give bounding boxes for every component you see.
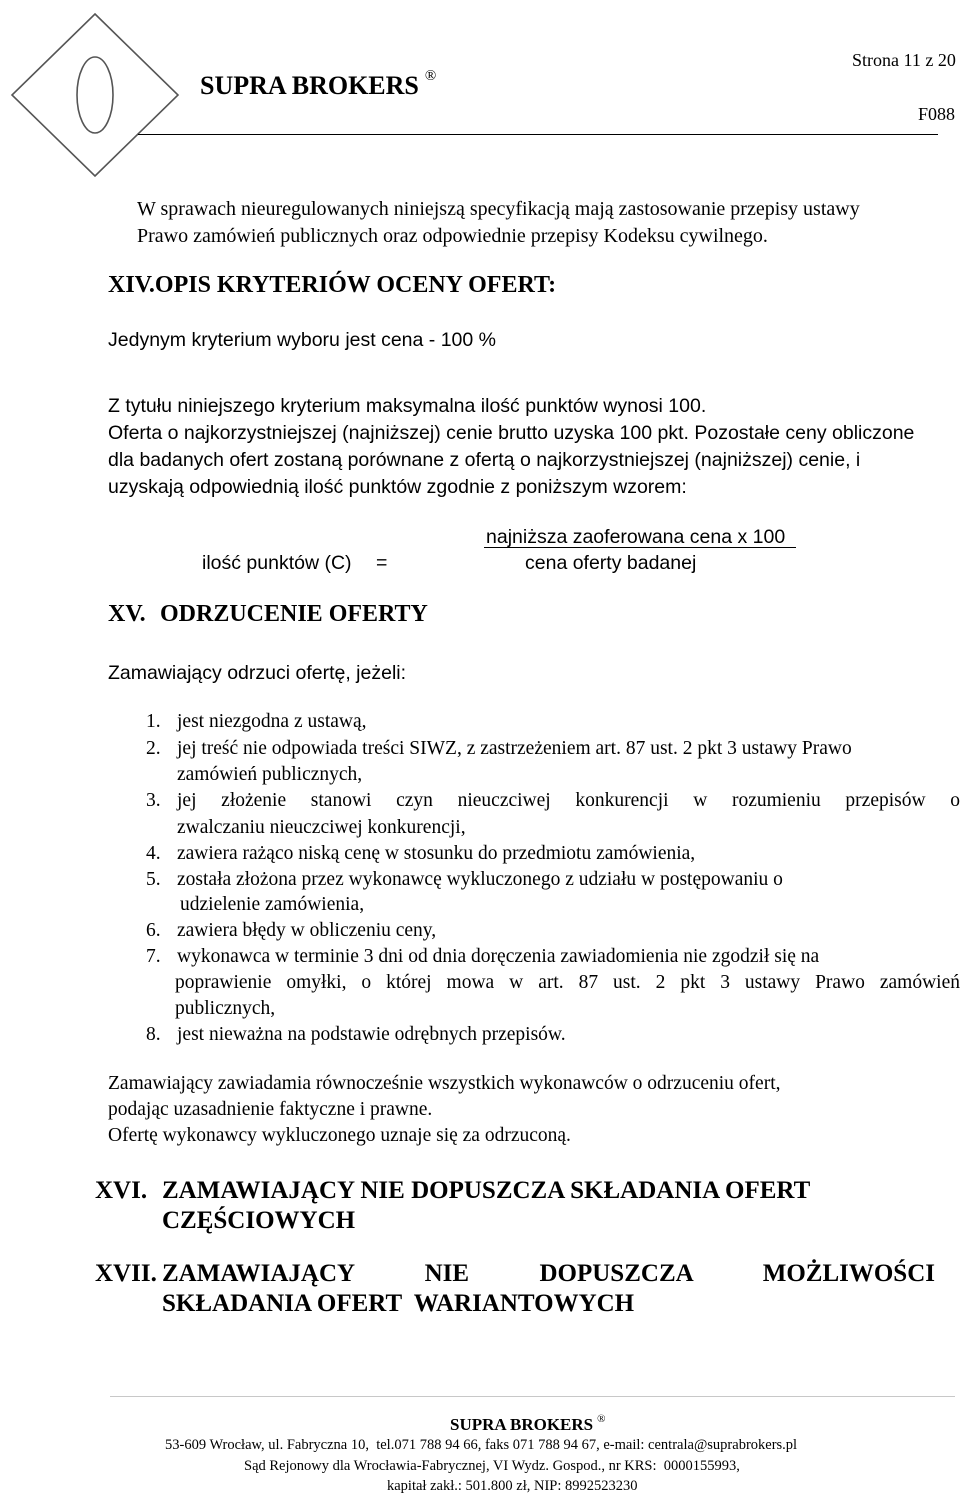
section-17-number: XVII. — [95, 1260, 157, 1287]
list-item-number: 6. — [146, 920, 161, 941]
points-line-3: dla badanych ofert zostaną porównane z ofertą o najkorzystniejszej (najniższej) cenie, i — [108, 449, 861, 471]
formula-numerator: najniższa zaoferowana cena x 100 — [486, 526, 786, 548]
list-item-text-cont: zwalczaniu nieuczciwej konkurencji, — [177, 817, 466, 838]
section-17-title: ZAMAWIAJĄCY NIE DOPUSZCZA MOŻLIWOŚCI — [162, 1260, 935, 1287]
intro-line-1: W sprawach nieuregulowanych niniejszą specyfikacją mają zastosowanie przepisy ustawy — [137, 198, 860, 220]
list-item-text: jest niezgodna z ustawą, — [177, 711, 367, 732]
list-item-text: jest nieważna na podstawie odrębnych przepisów. — [177, 1024, 566, 1045]
list-item-text-cont: poprawienie omyłki, o której mowa w art. 87 ust. 2 pkt 3 ustawy Prawo zamówień — [175, 972, 960, 993]
notice-line-1: Zamawiający zawiadamia równocześnie wszystkich wykonawców o odrzuceniu ofert, — [108, 1073, 781, 1094]
points-line-2: Oferta o najkorzystniejszej (najniższej) cenie brutto uzyska 100 pkt. Pozostałe ceny obliczone — [108, 422, 915, 444]
points-line-1: Z tytułu niniejszego kryterium maksymalna ilość punktów wynosi 100. — [108, 395, 707, 417]
list-item-number: 3. — [146, 790, 161, 811]
footer-capital: kapitał zakł.: 501.800 zł, NIP: 8992523230 — [387, 1478, 638, 1494]
section-16-title: ZAMAWIAJĄCY NIE DOPUSZCZA SKŁADANIA OFERT — [162, 1177, 811, 1204]
footer-divider — [110, 1396, 955, 1397]
list-item-text-cont: udzielenie zamówienia, — [180, 894, 365, 915]
rejection-lead: Zamawiający odrzuci ofertę, jeżeli: — [108, 662, 407, 684]
notice-line-3: Ofertę wykonawcy wykluczonego uznaje się za odrzuconą. — [108, 1125, 571, 1146]
list-item-text: zawiera rażąco niską cenę w stosunku do przedmiotu zamówienia, — [177, 843, 696, 864]
section-16-title-cont: CZĘŚCIOWYCH — [162, 1207, 356, 1234]
registered-mark: ® — [597, 1413, 606, 1425]
footer-brand: SUPRA BROKERS ® — [450, 1413, 606, 1434]
header-brand: SUPRA BROKERS ® — [200, 68, 437, 100]
list-item-number: 1. — [146, 711, 161, 732]
list-item-text: jej treść nie odpowiada treści SIWZ, z zastrzeżeniem art. 87 ust. 2 pkt 3 ustawy Prawo — [177, 738, 852, 759]
list-item-number: 2. — [146, 738, 161, 759]
section-15-number: XV. — [108, 601, 146, 627]
document-code: F088 — [918, 104, 956, 124]
notice-line-2: podając uzasadnienie faktyczne i prawne. — [108, 1099, 433, 1120]
list-item-text: jej złożenie stanowi czyn nieuczciwej konkurencji w rozumieniu przepisów o — [177, 790, 960, 811]
list-item-text: została złożona przez wykonawcę wykluczonego z udziału w postępowaniu o — [177, 869, 783, 890]
footer-court: Sąd Rejonowy dla Wrocławia-Fabrycznej, VI Wydz. Gospod., nr KRS: 0000155993, — [244, 1458, 740, 1474]
points-line-4: uzyskają odpowiednią ilość punktów zgodnie z poniższym wzorem: — [108, 476, 687, 498]
list-item-number: 5. — [146, 869, 161, 890]
formula-denominator: cena oferty badanej — [525, 552, 697, 574]
list-item-text-cont: publicznych, — [175, 998, 276, 1019]
list-item-text: wykonawca w terminie 3 dni od dnia doręczenia zawiadomienia nie zgodził się na — [177, 946, 820, 967]
list-item-number: 4. — [146, 843, 161, 864]
list-item-number: 8. — [146, 1024, 161, 1045]
list-item-number: 7. — [146, 946, 161, 967]
section-14-title: XIV.OPIS KRYTERIÓW OCENY OFERT: — [108, 272, 557, 298]
intro-line-2: Prawo zamówień publicznych oraz odpowiednie przepisy Kodeksu cywilnego. — [137, 225, 768, 247]
page-number: Strona 11 z 20 — [852, 50, 956, 70]
criterion-text: Jedynym kryterium wyboru jest cena - 100 % — [108, 329, 496, 351]
section-15-title: ODRZUCENIE OFERTY — [160, 601, 428, 627]
registered-mark: ® — [424, 68, 437, 84]
list-item-text: zawiera błędy w obliczeniu ceny, — [177, 920, 437, 941]
footer-address: 53-609 Wrocław, ul. Fabryczna 10, tel.071 788 94 66, faks 071 788 94 67, e-mail: centrala@suprabrokers.pl — [165, 1437, 798, 1453]
formula-label: ilość punktów (C) — [202, 552, 352, 574]
fraction-bar — [484, 547, 796, 548]
section-17-title-cont: SKŁADANIA OFERT WARIANTOWYCH — [162, 1290, 635, 1317]
section-16-number: XVI. — [95, 1177, 148, 1204]
formula-equals: = — [376, 552, 388, 574]
list-item-text-cont: zamówień publicznych, — [177, 764, 363, 785]
header-divider — [138, 134, 938, 135]
company-logo-diamond-icon — [8, 10, 183, 180]
